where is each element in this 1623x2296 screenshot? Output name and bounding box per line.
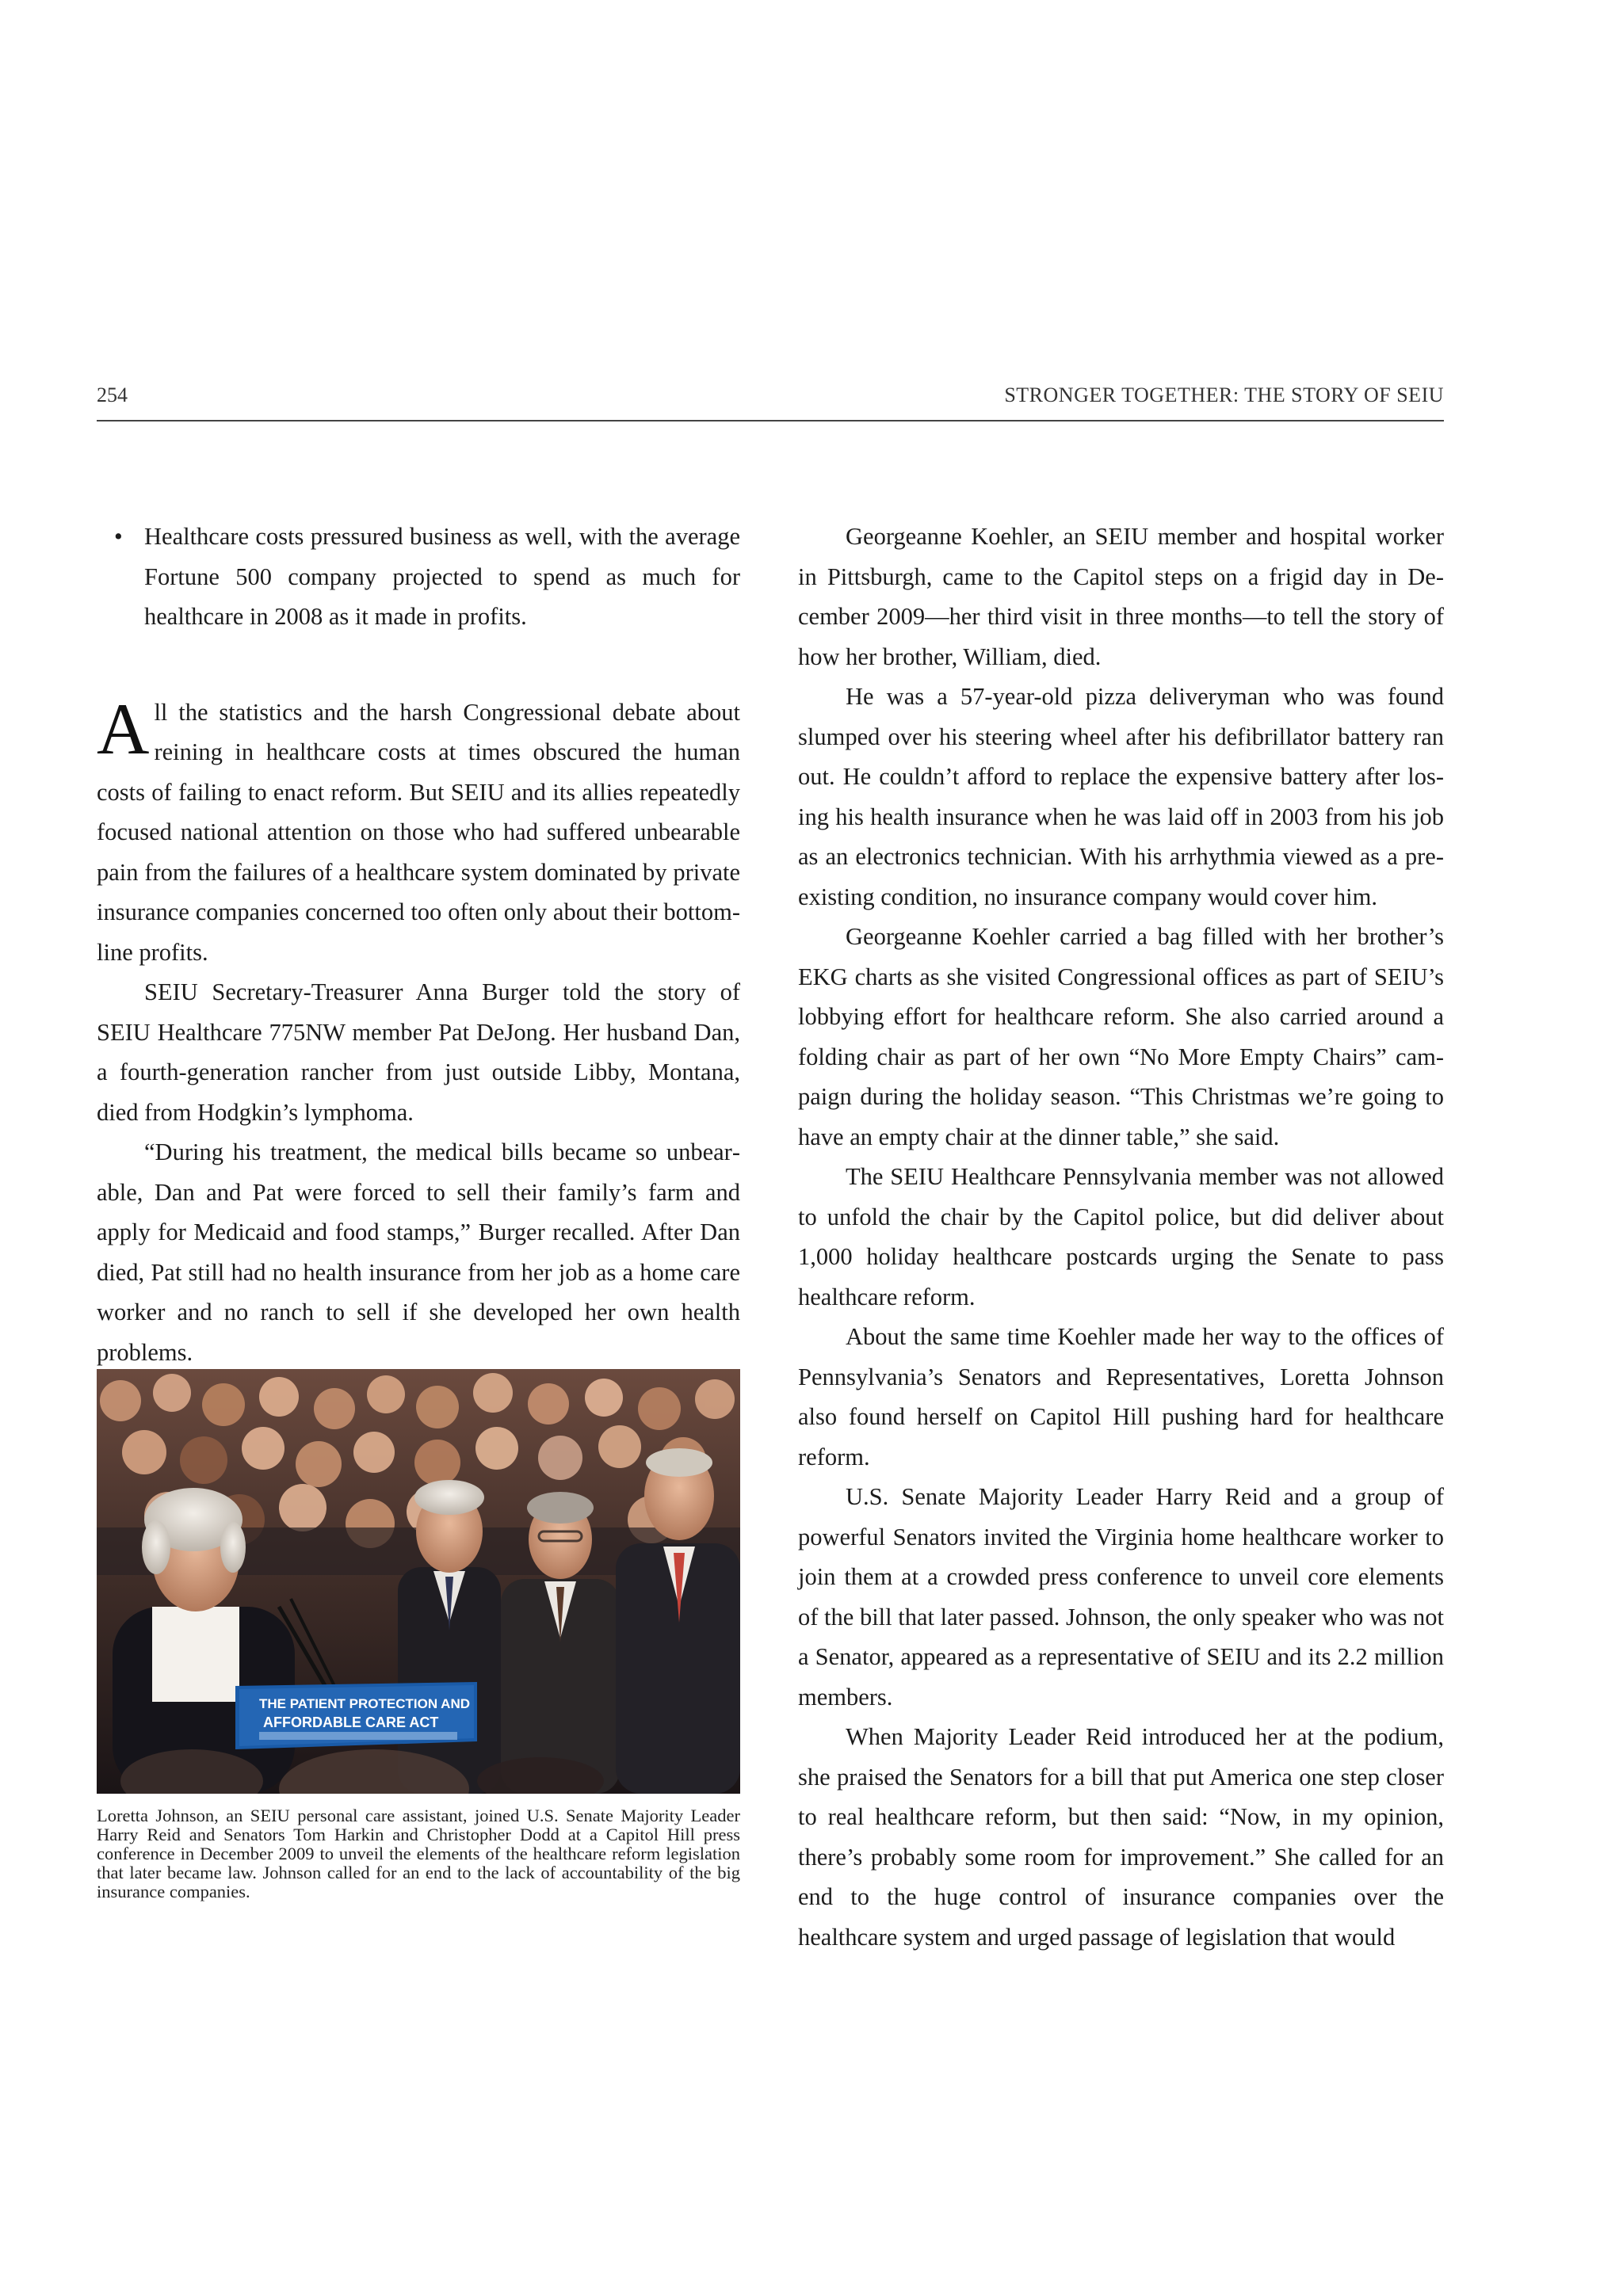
body-paragraph: SEIU Secretary-Treasurer Anna Burger told the story of SEIU Healthcare 775NW member Pat DeJong. Her husband Dan, a fourth-generation rancher from just outside Libby, Montana, died from Hodgkin’s lymphoma. <box>97 978 740 1126</box>
body-paragraph: The SEIU Healthcare Pennsylvania member was not allowed to unfold the chair by the Capitol police, but did deliver about 1,000 holiday healthcare postcards urging the Senate to pass healthcare reform. <box>798 1163 1444 1310</box>
press-conference-photo <box>97 1369 740 1794</box>
bullet-icon: • <box>114 523 123 550</box>
bullet-text: Healthcare costs pressured business as well, with the average Fortune 500 company projected to spend as much for healthcare in 2008 as it made in profits. <box>144 523 740 630</box>
body-paragraph: When Majority Leader Reid introduced her at the podium, she praised the Senators for a bill that put America one step closer to real healthcare reform, but then said: “Now, in my opinion, there’s probably some room for improvement.” She called for an end to the huge control of insurance companies over the healthcare system and urged passage of legislation that would <box>798 1723 1444 1951</box>
body-paragraph: He was a 57-year-old pizza deliveryman who was found slumped over his steering wheel after his defibrillator battery ran out. He couldn’t afford to replace the expensive battery after losing his health insurance when he was laid off in 2003 from his job as an electronics technician. With his arrhythmia viewed as a pre-existing condition, no insurance company would cover him. <box>798 683 1444 910</box>
drop-cap: A <box>97 688 150 769</box>
body-paragraph: U.S. Senate Majority Leader Harry Reid and a group of powerful Senators invited the Virginia home healthcare worker to join them at a crowded press conference to unveil core elements of the bill that later passed. Johnson, the only speaker who was not a Senator, appeared as a representative of SEIU and its 2.2 million members. <box>798 1483 1444 1711</box>
left-column <box>97 517 740 1372</box>
bullet-list <box>97 517 740 637</box>
body-paragraph: Georgeanne Koehler, an SEIU member and hospital worker in Pittsburgh, came to the Capitol steps on a frigid day in December 2009—her third visit in three months—to tell the story of how her brother, William, died. <box>798 523 1444 670</box>
right-column <box>798 517 1444 1957</box>
running-head: STRONGER TOGETHER: THE STORY OF SEIU <box>1004 383 1444 406</box>
body-paragraph: “During his treatment, the medical bills became so unbearable, Dan and Pat were forced to sell their family’s farm and apply for Medicaid and food stamps,” Burger recalled. After Dan died, Pat still had no health insurance from her job as a home care worker and no ranch to sell if she developed her own health problems. <box>97 1138 740 1366</box>
page-header <box>97 372 1444 421</box>
body-paragraph <box>97 688 740 973</box>
page-number: 254 <box>97 383 128 406</box>
photo-caption: Loretta Johnson, an SEIU personal care assistant, joined U.S. Senate Majority Leader Harry Reid and Senators Tom Harkin and Christopher Dodd at a Capitol Hill press conference in December 2009 to unveil the elements of the healthcare reform legislation that later became law. Johnson called for an end to the lack of accountability of the big insurance companies. <box>97 1806 740 1901</box>
body-paragraph: About the same time Koehler made her way to the offices of Pennsylvania’s Senators and Representatives, Loretta Johnson also found herself on Capitol Hill pushing hard for healthcare reform. <box>798 1323 1444 1470</box>
sign-text-line1: THE PATIENT PROTECTION AND <box>259 1696 471 1711</box>
sign-text-line2: AFFORDABLE CARE ACT <box>263 1714 439 1730</box>
paragraph-text: ll the statistics and the harsh Congressional debate about reining in healthcare costs at times obscured the human costs of failing to enact reform. But SEIU and its allies repeatedly focused national attention on those who had suffered unbearable pain from the failures of a healthcare system dominated by private insurance companies concerned too often only about their bottom-line profits. <box>97 698 740 966</box>
list-item <box>97 517 740 637</box>
body-paragraph: Georgeanne Koehler carried a bag filled with her brother’s EKG charts as she visited Congressional offices as part of SEIU’s lobbying effort for healthcare reform. She also carried around a folding chair as part of her own “No More Empty Chairs” campaign during the holiday season. “This Christmas we’re going to have an empty chair at the dinner table,” she said. <box>798 923 1444 1150</box>
